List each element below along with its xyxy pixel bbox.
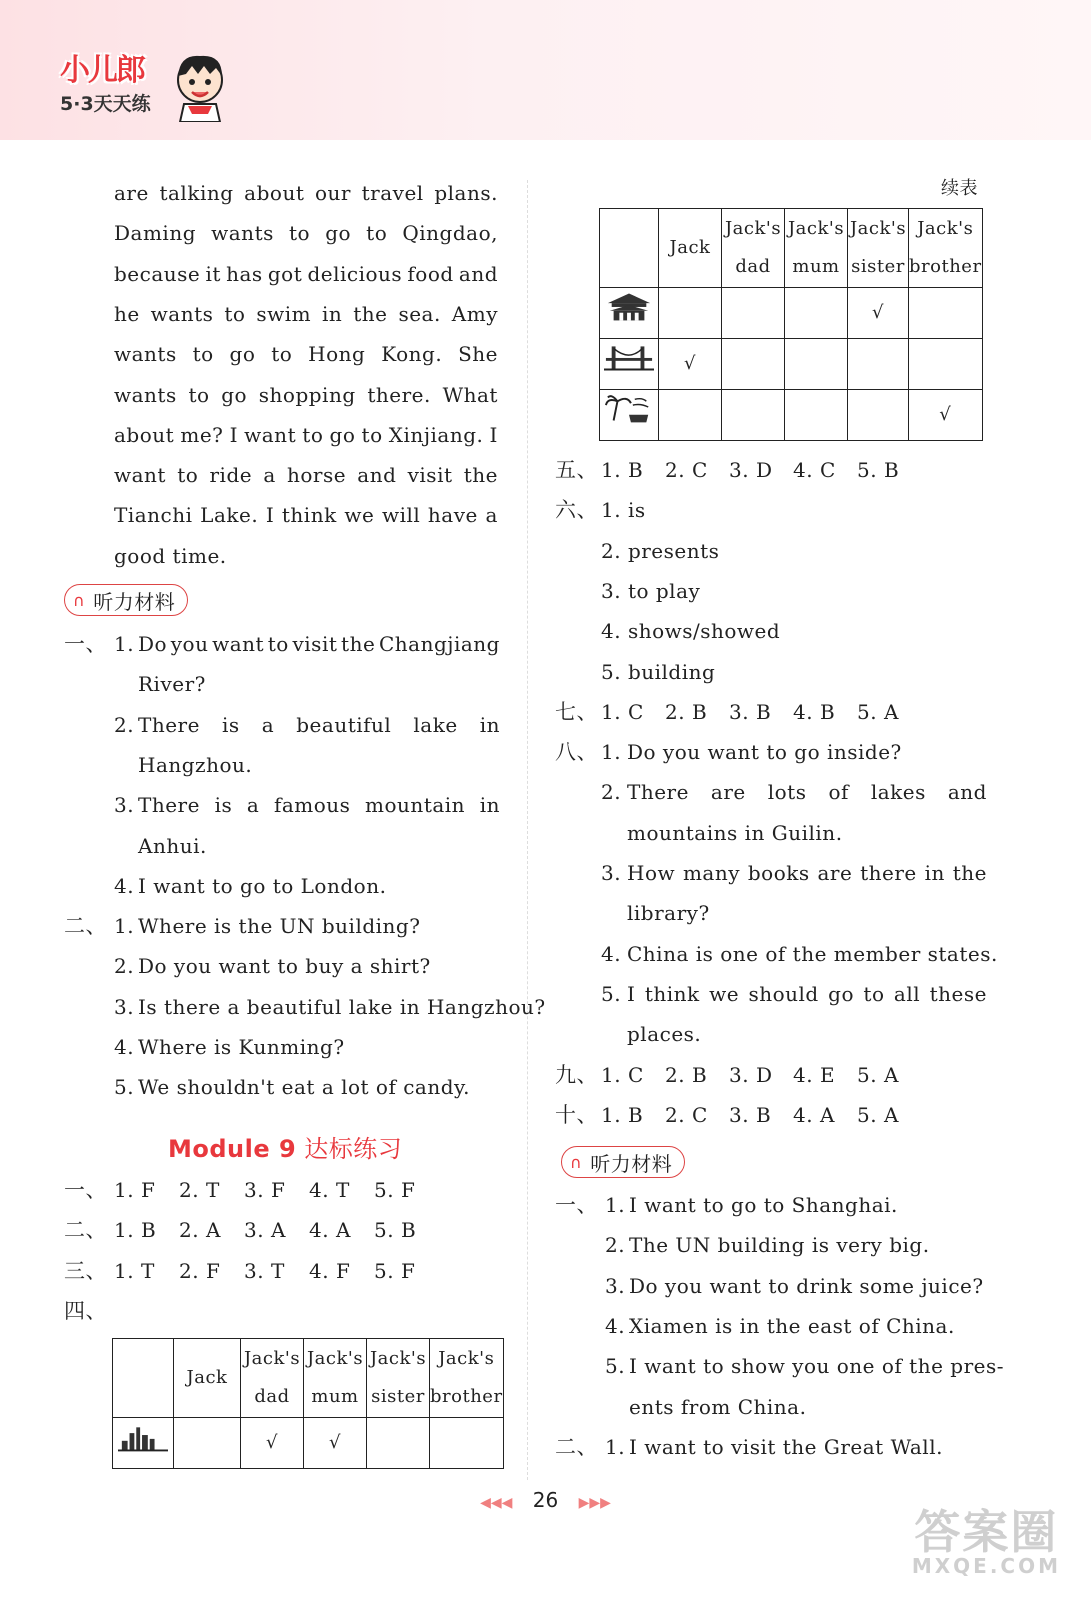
table-header-text: sister [371, 1386, 425, 1407]
answer-item: 4. A [309, 1218, 351, 1243]
item-number: 4. [601, 941, 622, 966]
table-mark-cell [722, 288, 785, 339]
beach-icon [604, 391, 654, 425]
section-label: 一、 [64, 632, 107, 656]
answer-item: 3. D [729, 1062, 773, 1087]
table-header-cell [785, 209, 848, 288]
table-corner-cell [113, 1339, 174, 1418]
answer-table [112, 1338, 504, 1469]
section-label: 五、 [555, 458, 598, 482]
answer-item: 5. B [374, 1218, 417, 1243]
answer-item: 5. F [374, 1178, 416, 1202]
table-header-text: Jack [669, 237, 711, 258]
answer-line: places. [627, 1022, 702, 1047]
table-header-cell [304, 1339, 367, 1418]
logo-subtitle: 5·3天天练 [60, 93, 151, 115]
listening-line: There is a beautiful lake in [138, 712, 500, 737]
answer-item: 3. to play [601, 578, 701, 603]
table-continued-note: 续表 [941, 178, 978, 199]
section-label: 一、 [64, 1178, 107, 1202]
listening-line: Do you want to buy a shirt? [138, 954, 431, 979]
answer-item: 5. building [601, 659, 716, 684]
section-label: 二、 [64, 914, 107, 939]
answer-table [599, 208, 983, 441]
answer-item: 4. F [309, 1258, 351, 1283]
table-header-text: brother [909, 256, 982, 277]
answer-item: 2. B [665, 1062, 708, 1087]
answer-item: 3. D [729, 458, 773, 482]
table-mark-cell [659, 288, 722, 339]
answer-item: 1. C [601, 699, 644, 724]
answer-item: 4. shows/showed [601, 619, 781, 644]
table-row-icon-cell [600, 288, 659, 339]
next-arrows-icon: ▶▶▶ [578, 1495, 611, 1511]
table-mark-cell [367, 1418, 430, 1469]
table-header-text: dad [254, 1386, 290, 1407]
listening-line: I want to show you one of the pres- [629, 1354, 1004, 1379]
watermark-url: MXQE.COM [911, 1554, 1061, 1578]
section-label: 三、 [64, 1258, 107, 1283]
table-header-text: mum [311, 1386, 359, 1407]
page-number: 26 [532, 1488, 559, 1512]
answer-item: 4. C [793, 458, 836, 482]
passage-line: wants to go to Hong Kong. She [114, 342, 498, 367]
table-header-cell [430, 1339, 504, 1418]
item-number: 4. [605, 1314, 626, 1338]
table-header-cell [659, 209, 722, 288]
city-skyline-icon [118, 1419, 168, 1453]
headphones-icon: ∩ [73, 590, 86, 610]
table-mark-cell: √ [241, 1418, 304, 1469]
module-title [168, 1129, 402, 1164]
answer-line: There are lots of lakes and [627, 780, 987, 805]
table-row-icon-cell [600, 339, 659, 390]
table-header-cell [174, 1339, 241, 1418]
answer-item: 5. B [857, 458, 900, 482]
table-mark-cell: √ [848, 288, 909, 339]
listening-line: There is a famous mountain in [138, 793, 500, 818]
table-header-text: dad [735, 256, 771, 277]
answer-item: 1. C [601, 1062, 644, 1087]
section-label: 九、 [555, 1062, 598, 1087]
table-mark-cell [848, 390, 909, 441]
table-header-cell [909, 209, 983, 288]
watermark-title: 答案圈 [914, 1505, 1059, 1559]
item-number: 1. [605, 1434, 626, 1459]
section-label: 二、 [64, 1218, 107, 1243]
answer-item: 3. B [729, 1102, 772, 1127]
answer-line: I think we should go to all these [627, 981, 987, 1006]
table-mark-cell: √ [909, 390, 983, 441]
listening-material-label: 听力材料 [93, 589, 176, 614]
table-mark-cell [430, 1418, 504, 1469]
section-label: 十、 [555, 1102, 598, 1127]
listening-line: Hangzhou. [138, 752, 253, 777]
table-corner-cell [600, 209, 659, 288]
bridge-icon [604, 340, 654, 374]
item-number: 2. [605, 1233, 626, 1258]
section-label: 六、 [555, 498, 598, 523]
passage-line: he wants to swim in the sea. Amy [114, 301, 498, 326]
item-number: 3. [601, 861, 622, 885]
table-mark-cell [785, 390, 848, 441]
answer-item: 3. F [244, 1178, 286, 1202]
item-number: 2. [601, 780, 622, 805]
answer-item: 2. C [665, 1102, 708, 1127]
answer-item: 2. B [665, 699, 708, 724]
section-label: 一、 [555, 1193, 598, 1218]
item-number: 1. [114, 914, 135, 939]
answer-item: 5. A [857, 1102, 899, 1127]
table-mark-cell [909, 339, 983, 390]
answer-item: 2. T [179, 1178, 220, 1202]
item-number: 5. [605, 1354, 626, 1379]
answer-item: 4. A [793, 1102, 835, 1127]
listening-line: The UN building is very big. [629, 1233, 930, 1258]
table-mark-cell [174, 1418, 241, 1469]
listening-line: Anhui. [138, 833, 207, 858]
item-number: 2. [114, 712, 135, 737]
answer-item: 2. A [179, 1218, 221, 1243]
item-number: 5. [601, 981, 622, 1006]
passage-line: good time. [114, 543, 227, 568]
table-header-cell [722, 209, 785, 288]
section-label: 七、 [555, 699, 598, 724]
item-number: 5. [114, 1075, 135, 1100]
section-label: 二、 [555, 1434, 598, 1459]
answer-item: 4. B [793, 699, 836, 724]
table-mark-cell: √ [304, 1418, 367, 1469]
item-number: 2. [114, 954, 135, 979]
listening-line: I want to go to London. [138, 873, 387, 898]
answer-item: 2. C [665, 458, 708, 482]
answer-line: China is one of the member states. [627, 941, 998, 966]
passage-line: because it has got delicious food and [114, 261, 498, 286]
answer-item: 5. A [857, 699, 899, 724]
listening-material-tag [561, 1146, 685, 1178]
passage-line: want to ride a horse and visit the [114, 463, 498, 488]
watermark [912, 1496, 1061, 1578]
item-number: 3. [114, 793, 135, 818]
answer-item: 3. B [729, 699, 772, 724]
listening-line: Xiamen is in the east of China. [629, 1314, 955, 1338]
table-header-text: Jack's [243, 1348, 301, 1369]
table-row-icon-cell [600, 390, 659, 441]
listening-line: We shouldn't eat a lot of candy. [138, 1075, 471, 1100]
listening-material-label: 听力材料 [590, 1151, 673, 1176]
answer-line: Do you want to go inside? [627, 740, 902, 765]
answer-item: 4. E [793, 1062, 836, 1087]
item-number: 4. [114, 1035, 135, 1059]
table-header-cell [367, 1339, 430, 1418]
module-title-en: Module 9 [168, 1134, 297, 1163]
item-number: 3. [114, 994, 135, 1019]
table-header-cell [848, 209, 909, 288]
listening-line: Do you want to drink some juice? [629, 1273, 984, 1298]
table-mark-cell [722, 339, 785, 390]
module-title-cn: 达标练习 [304, 1134, 403, 1163]
answer-item: 5. A [857, 1062, 899, 1087]
prev-arrows-icon: ◀◀◀ [480, 1495, 513, 1511]
passage-line: are talking about our travel plans. [114, 181, 498, 205]
palace-icon [604, 289, 654, 323]
answer-item: 2. presents [601, 538, 720, 563]
item-number: 1. [114, 632, 135, 656]
listening-line: Do you want to visit the Changjiang [138, 632, 500, 656]
passage-line: Tianchi Lake. I think we will have a [114, 503, 498, 528]
table-header-text: brother [430, 1386, 503, 1407]
passage-line: about me? I want to go to Xinjiang. I [114, 422, 498, 447]
item-number: 3. [605, 1273, 626, 1298]
answer-item: 1. B [114, 1218, 157, 1243]
answer-item: 1. T [114, 1258, 155, 1283]
answer-item: 1. B [601, 458, 644, 482]
answer-line: mountains in Guilin. [627, 820, 843, 845]
table-mark-cell [785, 288, 848, 339]
answer-item: 1. F [114, 1178, 156, 1202]
table-mark-cell: √ [659, 339, 722, 390]
listening-line: ents from China. [629, 1394, 807, 1419]
table-header-text: sister [851, 256, 905, 277]
listening-line: Where is Kunming? [138, 1035, 345, 1059]
table-header-text: Jack's [917, 218, 974, 239]
answer-item: 1. B [601, 1102, 644, 1127]
table-header-text: Jack's [849, 218, 907, 239]
answer-item: 2. F [179, 1258, 221, 1283]
table-mark-cell [785, 339, 848, 390]
table-header-text: Jack's [306, 1348, 364, 1369]
passage-line: Daming wants to go to Qingdao, [114, 221, 498, 246]
answer-item: 5. F [374, 1258, 416, 1283]
logo [60, 45, 151, 116]
item-number: 4. [114, 873, 135, 898]
headphones-icon: ∩ [570, 1152, 583, 1172]
table-mark-cell [848, 339, 909, 390]
listening-line: I want to go to Shanghai. [629, 1193, 898, 1218]
answer-item: 3. A [244, 1218, 286, 1243]
listening-material-tag [64, 584, 188, 616]
item-number: 1. [605, 1193, 626, 1218]
answer-item: 4. T [309, 1178, 350, 1202]
table-header-cell [241, 1339, 304, 1418]
passage-line: wants to go shopping there. What [114, 382, 498, 407]
listening-line: Where is the UN building? [138, 914, 421, 939]
table-mark-cell [659, 390, 722, 441]
item-number: 1. [601, 740, 622, 765]
table-header-text: Jack's [438, 1348, 495, 1369]
answer-item: 3. T [244, 1258, 285, 1283]
answer-item: 1. is [601, 498, 646, 523]
table-header-text: Jack's [369, 1348, 427, 1369]
header-band [0, 0, 1091, 140]
listening-line: Is there a beautiful lake in Hangzhou? [138, 994, 546, 1019]
column-divider [527, 180, 528, 1480]
section-label: 八、 [555, 740, 598, 765]
table-header-text: Jack's [787, 218, 845, 239]
listening-line: I want to visit the Great Wall. [629, 1434, 943, 1459]
table-header-text: Jack's [724, 218, 782, 239]
section-label: 四、 [64, 1298, 107, 1323]
table-mark-cell [909, 288, 983, 339]
answer-line: How many books are there in the [627, 861, 987, 885]
table-mark-cell [722, 390, 785, 441]
listening-line: River? [138, 672, 206, 697]
logo-title: 小儿郎 [60, 53, 144, 88]
table-row-icon-cell [113, 1418, 174, 1469]
table-header-text: Jack [186, 1367, 228, 1388]
table-header-text: mum [792, 256, 840, 277]
boy-mascot-icon [170, 50, 230, 122]
answer-line: library? [627, 901, 710, 926]
